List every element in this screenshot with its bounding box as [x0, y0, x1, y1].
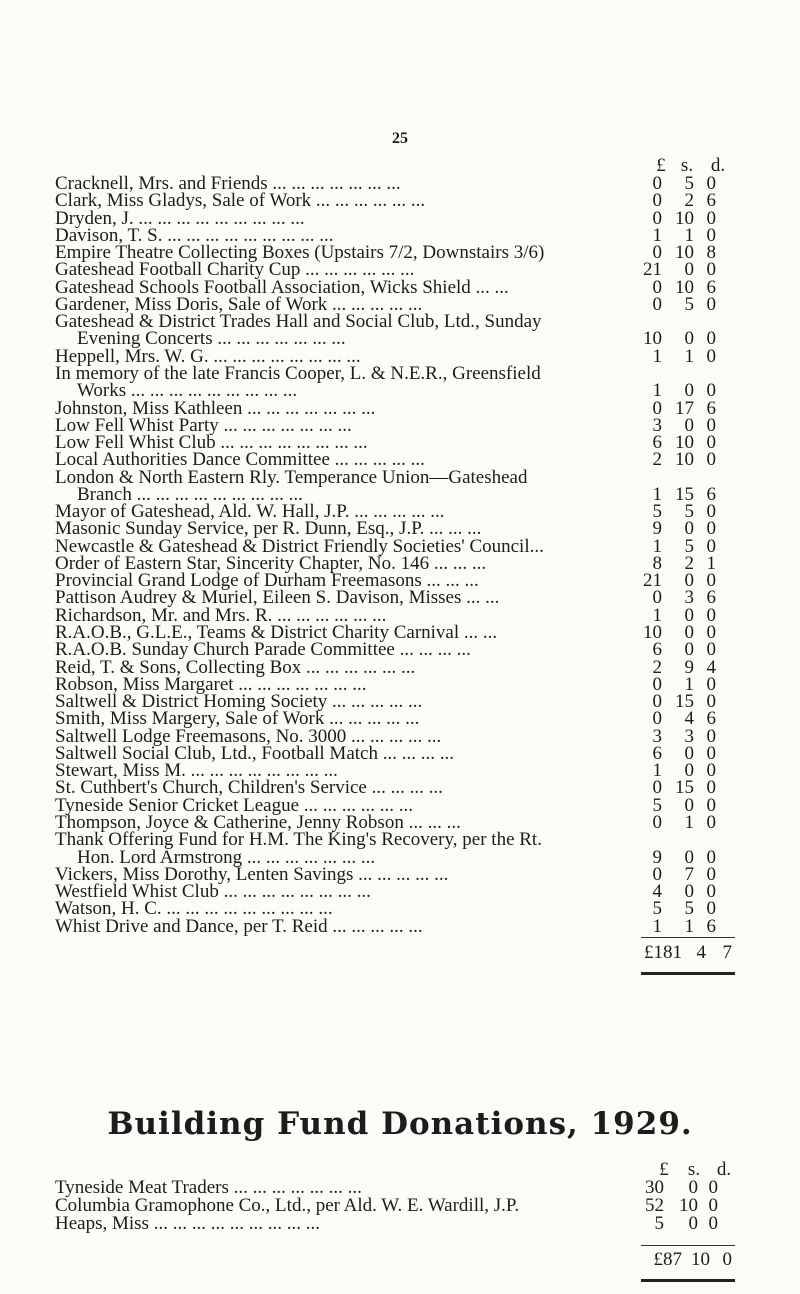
- amount-shillings: 4: [684, 708, 694, 730]
- amount-pounds: 21: [643, 259, 662, 281]
- shillings-header: s.: [680, 155, 694, 176]
- amount-shillings: 2: [684, 190, 694, 212]
- donor-name: Masonic Sunday Service, per R. Dunn, Esq., J.P. ... ... ...: [55, 518, 482, 540]
- amount-pence: 0: [708, 1195, 718, 1216]
- donations-total: [0, 943, 800, 965]
- bf-total-rule-top: [641, 1245, 735, 1246]
- donor-name: In memory of the late Francis Cooper, L. & N.E.R., Greensfield: [55, 362, 541, 384]
- amount-pounds: 0: [652, 708, 662, 730]
- amount-pounds: 5: [652, 898, 662, 920]
- amount-shillings: 1: [684, 811, 694, 833]
- amount-shillings: 7: [684, 863, 694, 885]
- amount-pounds: 3: [652, 414, 662, 436]
- amount-shillings: 3: [684, 725, 694, 747]
- donor-name: Newcastle & Gateshead & District Friendly Societies' Council...: [55, 535, 544, 557]
- amount-pounds: 52: [645, 1195, 664, 1216]
- amount-pounds: 2: [652, 449, 662, 471]
- donor-name: Pattison Audrey & Muriel, Eileen S. Davison, Misses ... ...: [55, 587, 500, 609]
- total-rule-top: [641, 937, 735, 938]
- donor-name: Columbia Gramophone Co., Ltd., per Ald. W. E. Wardill, J.P.: [55, 1195, 520, 1216]
- amount-shillings: 10: [675, 207, 694, 229]
- amount-pounds: 5: [652, 794, 662, 816]
- amount-shillings: 10: [675, 432, 694, 454]
- amount-pence: 1: [706, 552, 716, 574]
- amount-pounds: 6: [652, 432, 662, 454]
- amount-shillings: 10: [675, 449, 694, 471]
- amount-pounds: 1: [652, 760, 662, 782]
- donor-name: London & North Eastern Rly. Temperance Union—Gateshead: [55, 466, 528, 488]
- amount-pence: 0: [706, 380, 716, 402]
- donor-name: Branch ... ... ... ... ... ... ... ... ...: [77, 483, 303, 505]
- amount-pence: 0: [706, 725, 716, 747]
- pounds-header: £: [656, 155, 666, 176]
- pence-header: d.: [710, 155, 726, 176]
- amount-shillings: 0: [688, 1213, 698, 1234]
- bf-pounds-header: £: [659, 1159, 669, 1180]
- amount-shillings: 5: [684, 898, 694, 920]
- total-pence: 7: [722, 942, 732, 963]
- donor-name: Westfield Whist Club ... ... ... ... ... ... ... ...: [55, 881, 371, 903]
- donor-name: Mayor of Gateshead, Ald. W. Hall, J.P. ... ... ... ... ...: [55, 501, 445, 523]
- amount-shillings: 0: [684, 881, 694, 903]
- amount-shillings: 0: [684, 846, 694, 868]
- donor-name: Gateshead Football Charity Cup ... ... ... ... ... ...: [55, 259, 415, 281]
- total-rule-bottom: [641, 972, 735, 975]
- amount-pence: 0: [706, 328, 716, 350]
- amount-shillings: 1: [684, 345, 694, 367]
- donor-name: Works ... ... ... ... ... ... ... ... ...: [77, 380, 298, 402]
- amount-pounds: 0: [652, 673, 662, 695]
- amount-shillings: 1: [684, 915, 694, 937]
- amount-pounds: 0: [652, 397, 662, 419]
- amount-pence: 0: [706, 518, 716, 540]
- amount-shillings: 0: [684, 604, 694, 626]
- amount-pence: 0: [706, 432, 716, 454]
- amount-pounds: 1: [652, 604, 662, 626]
- donor-name: Thompson, Joyce & Catherine, Jenny Robson ... ... ...: [55, 811, 461, 833]
- amount-pence: 0: [706, 863, 716, 885]
- amount-pounds: 10: [643, 328, 662, 350]
- amount-shillings: 5: [684, 293, 694, 315]
- amount-shillings: 0: [684, 328, 694, 350]
- amount-shillings: 5: [684, 501, 694, 523]
- bf-total-shillings: 10: [691, 1249, 710, 1270]
- amount-pence: 0: [706, 535, 716, 557]
- donor-name: Thank Offering Fund for H.M. The King's Recovery, per the Rt.: [55, 829, 542, 851]
- donor-name: Saltwell Lodge Freemasons, No. 3000 ... ... ... ... ...: [55, 725, 442, 747]
- amount-pence: 0: [706, 742, 716, 764]
- amount-pounds: 1: [652, 915, 662, 937]
- amount-pence: 0: [706, 345, 716, 367]
- donor-name: Evening Concerts ... ... ... ... ... ... ...: [77, 328, 346, 350]
- amount-pounds: 0: [652, 293, 662, 315]
- amount-pence: 0: [706, 794, 716, 816]
- donor-name: Davison, T. S. ... ... ... ... ... ... ... ... ...: [55, 224, 334, 246]
- amount-shillings: 5: [684, 535, 694, 557]
- amount-shillings: 17: [675, 397, 694, 419]
- amount-pence: 0: [706, 207, 716, 229]
- bf-total-pounds: £87: [653, 1249, 682, 1270]
- amount-shillings: 9: [684, 656, 694, 678]
- amount-pounds: 6: [652, 639, 662, 661]
- donor-name: Empire Theatre Collecting Boxes (Upstairs 7/2, Downstairs 3/6): [55, 242, 545, 264]
- amount-pounds: 30: [645, 1177, 664, 1198]
- donor-name: Johnston, Miss Kathleen ... ... ... ... ... ... ...: [55, 397, 376, 419]
- amount-shillings: 0: [684, 570, 694, 592]
- donor-name: Low Fell Whist Club ... ... ... ... ... ... ... ...: [55, 432, 368, 454]
- amount-shillings: 3: [684, 587, 694, 609]
- amount-pounds: 21: [643, 570, 662, 592]
- donor-name: Robson, Miss Margaret ... ... ... ... ... ... ...: [55, 673, 367, 695]
- amount-shillings: 1: [684, 673, 694, 695]
- amount-pence: 0: [706, 604, 716, 626]
- donor-name: Tyneside Meat Traders ... ... ... ... ... ... ...: [55, 1177, 362, 1198]
- donor-name: Local Authorities Dance Committee ... ... ... ... ...: [55, 449, 425, 471]
- amount-pounds: 5: [652, 501, 662, 523]
- amount-pounds: 3: [652, 725, 662, 747]
- donor-name: Heaps, Miss ... ... ... ... ... ... ... ... ...: [55, 1213, 320, 1234]
- amount-pounds: 0: [652, 173, 662, 194]
- amount-shillings: 15: [675, 483, 694, 505]
- bf-total-rule-bottom: [641, 1279, 735, 1282]
- amount-shillings: 15: [675, 691, 694, 713]
- amount-pence: 0: [706, 224, 716, 246]
- amount-pence: 0: [706, 673, 716, 695]
- total-pounds: £181: [644, 942, 682, 963]
- donor-name: Order of Eastern Star, Sincerity Chapter, No. 146 ... ... ...: [55, 552, 487, 574]
- building-fund-total: [0, 1250, 800, 1272]
- donor-name: Smith, Miss Margery, Sale of Work ... ... ... ... ...: [55, 708, 420, 730]
- amount-pounds: 8: [652, 552, 662, 574]
- building-fund-heading: Building Fund Donations, 1929.: [107, 1106, 693, 1142]
- donor-name: Gateshead & District Trades Hall and Social Club, Ltd., Sunday: [55, 311, 542, 333]
- amount-pounds: 1: [652, 224, 662, 246]
- amount-shillings: 0: [684, 760, 694, 782]
- donor-name: R.A.O.B. Sunday Church Parade Committee ... ... ... ...: [55, 639, 471, 661]
- amount-pence: 6: [706, 397, 716, 419]
- amount-shillings: 15: [675, 777, 694, 799]
- amount-pounds: 10: [643, 622, 662, 644]
- amount-shillings: 5: [684, 173, 694, 194]
- amount-pence: 6: [706, 915, 716, 937]
- amount-shillings: 0: [688, 1177, 698, 1198]
- donor-name: Dryden, J. ... ... ... ... ... ... ... ... ...: [55, 207, 305, 229]
- page-number: 25: [392, 130, 408, 147]
- amount-pounds: 1: [652, 380, 662, 402]
- donor-name: Clark, Miss Gladys, Sale of Work ... ... ... ... ... ...: [55, 190, 426, 212]
- amount-pounds: 1: [652, 535, 662, 557]
- amount-pounds: 5: [654, 1213, 664, 1234]
- donor-name: Stewart, Miss M. ... ... ... ... ... ... ... ...: [55, 760, 338, 782]
- donor-name: Gardener, Miss Doris, Sale of Work ... ... ... ... ...: [55, 293, 423, 315]
- amount-shillings: 0: [684, 622, 694, 644]
- list-item: [0, 1214, 800, 1234]
- amount-pounds: 9: [652, 846, 662, 868]
- amount-pence: 0: [706, 622, 716, 644]
- amount-shillings: 0: [684, 518, 694, 540]
- amount-pence: 0: [706, 570, 716, 592]
- amount-shillings: 10: [679, 1195, 698, 1216]
- amount-pence: 4: [706, 656, 716, 678]
- donor-name: Richardson, Mr. and Mrs. R. ... ... ... ... ... ...: [55, 604, 387, 626]
- amount-shillings: 1: [684, 224, 694, 246]
- amount-pence: 8: [706, 242, 716, 264]
- amount-pence: 6: [706, 483, 716, 505]
- donor-name: Watson, H. C. ... ... ... ... ... ... ... ... ...: [55, 898, 333, 920]
- amount-pence: 0: [706, 501, 716, 523]
- bf-shillings-header: s.: [687, 1159, 701, 1180]
- donor-name: Reid, T. & Sons, Collecting Box ... ... ... ... ... ...: [55, 656, 416, 678]
- amount-pence: 6: [706, 587, 716, 609]
- donor-name: Cracknell, Mrs. and Friends ... ... ... ... ... ... ...: [55, 173, 401, 194]
- donor-name: Saltwell Social Club, Ltd., Football Match ... ... ... ...: [55, 742, 454, 764]
- bf-total-pence: 0: [722, 1249, 732, 1270]
- amount-pence: 0: [708, 1213, 718, 1234]
- donor-name: Hon. Lord Armstrong ... ... ... ... ... ... ...: [77, 846, 376, 868]
- donor-name: St. Cuthbert's Church, Children's Service ... ... ... ...: [55, 777, 443, 799]
- amount-pence: 0: [706, 173, 716, 194]
- amount-pence: 0: [706, 881, 716, 903]
- amount-pence: 0: [708, 1177, 718, 1198]
- amount-pence: 0: [706, 898, 716, 920]
- amount-shillings: 0: [684, 259, 694, 281]
- list-item: [0, 917, 800, 937]
- amount-pence: 0: [706, 639, 716, 661]
- amount-pence: 0: [706, 777, 716, 799]
- donor-name: Tyneside Senior Cricket League ... ... ... ... ... ...: [55, 794, 414, 816]
- amount-shillings: 0: [684, 639, 694, 661]
- amount-pence: 0: [706, 811, 716, 833]
- amount-shillings: 2: [684, 552, 694, 574]
- amount-pence: 0: [706, 846, 716, 868]
- amount-pounds: 0: [652, 863, 662, 885]
- donor-name: Low Fell Whist Party ... ... ... ... ... ... ...: [55, 414, 352, 436]
- amount-pence: 0: [706, 691, 716, 713]
- amount-pounds: 1: [652, 345, 662, 367]
- amount-pounds: 0: [652, 811, 662, 833]
- amount-pence: 0: [706, 760, 716, 782]
- amount-shillings: 0: [684, 794, 694, 816]
- bf-pence-header: d.: [716, 1159, 732, 1180]
- amount-pence: 0: [706, 293, 716, 315]
- amount-pounds: 0: [652, 242, 662, 264]
- amount-pounds: 0: [652, 691, 662, 713]
- donor-name: Provincial Grand Lodge of Durham Freemasons ... ... ...: [55, 570, 479, 592]
- amount-pounds: 0: [652, 276, 662, 298]
- amount-pence: 6: [706, 190, 716, 212]
- amount-pounds: 0: [652, 777, 662, 799]
- donor-name: Vickers, Miss Dorothy, Lenten Savings ... ... ... ... ...: [55, 863, 449, 885]
- amount-pence: 6: [706, 708, 716, 730]
- amount-pounds: 1: [652, 483, 662, 505]
- amount-pence: 6: [706, 276, 716, 298]
- amount-shillings: 0: [684, 380, 694, 402]
- amount-shillings: 0: [684, 742, 694, 764]
- amount-shillings: 10: [675, 276, 694, 298]
- amount-pounds: 0: [652, 207, 662, 229]
- amount-pounds: 2: [652, 656, 662, 678]
- amount-pounds: 0: [652, 587, 662, 609]
- donor-name: R.A.O.B., G.L.E., Teams & District Charity Carnival ... ...: [55, 622, 498, 644]
- amount-shillings: 10: [675, 242, 694, 264]
- amount-pence: 0: [706, 449, 716, 471]
- donor-name: Saltwell & District Homing Society ... ... ... ... ...: [55, 691, 423, 713]
- amount-pounds: 4: [652, 881, 662, 903]
- total-shillings: 4: [696, 942, 706, 963]
- amount-pounds: 9: [652, 518, 662, 540]
- amount-pounds: 6: [652, 742, 662, 764]
- amount-pence: 0: [706, 414, 716, 436]
- amount-pounds: 0: [652, 190, 662, 212]
- donor-name: Whist Drive and Dance, per T. Reid ... ... ... ... ...: [55, 915, 423, 937]
- amount-pence: 0: [706, 259, 716, 281]
- amount-shillings: 0: [684, 414, 694, 436]
- donor-name: Heppell, Mrs. W. G. ... ... ... ... ... ... ... ...: [55, 345, 361, 367]
- donor-name: Gateshead Schools Football Association, Wicks Shield ... ...: [55, 276, 509, 298]
